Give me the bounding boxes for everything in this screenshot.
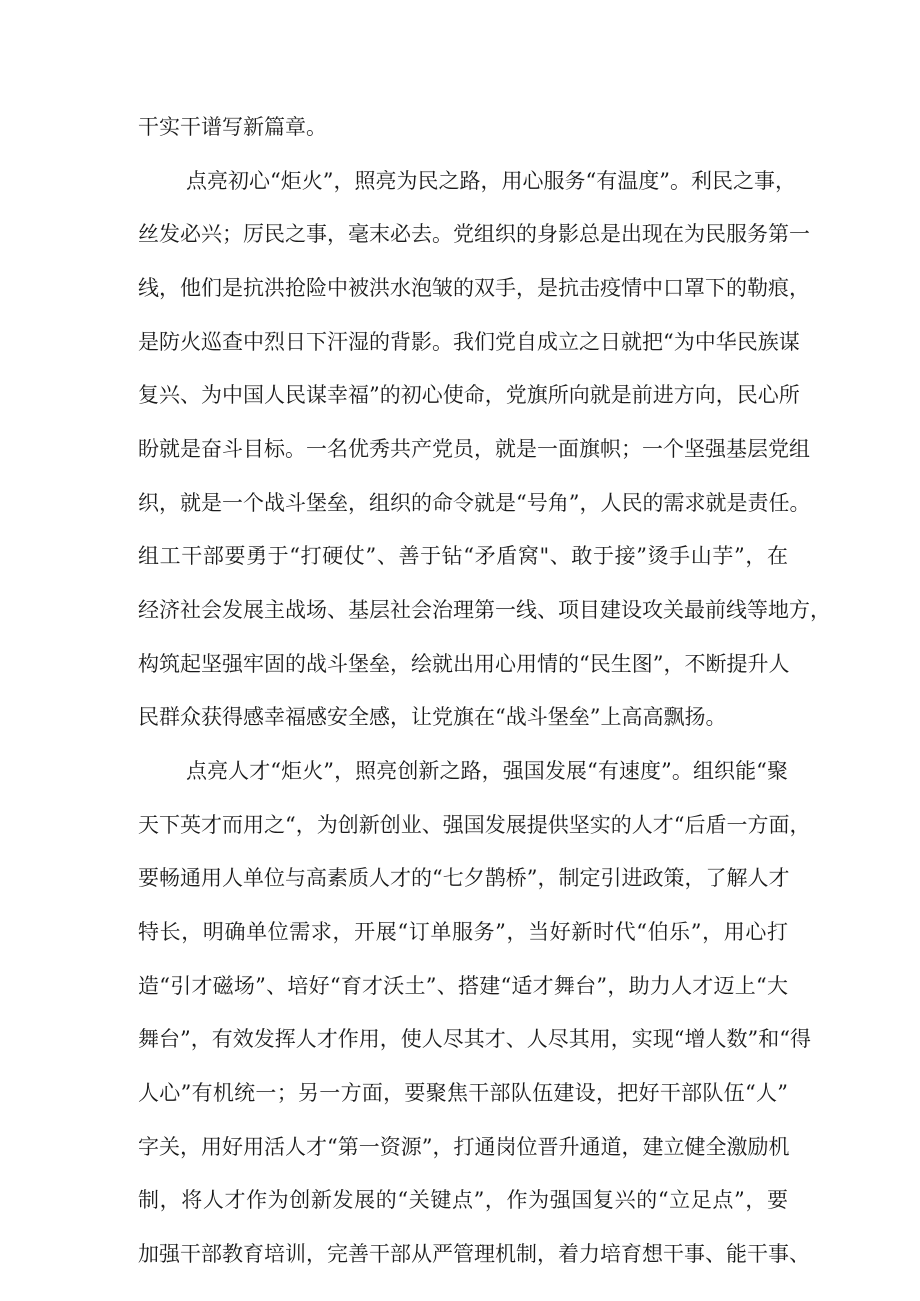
text-line: 人心”有机统一；另一方面，要聚焦干部队伍建设，把好干部队伍“人” xyxy=(138,1081,788,1105)
text-line: 要畅通用人单位与高素质人才的“七夕鹊桥”，制定引进政策，了解人才 xyxy=(138,866,790,890)
text-line: 经济社会发展主战场、基层社会治理第一线、项目建设攻关最前线等地方， xyxy=(138,598,831,622)
text-line: 盼就是奋斗目标。一名优秀共产党员，就是一面旗帜；一个坚强基层党组 xyxy=(138,437,810,461)
text-line: 制，将人才作为创新发展的“关键点”，作为强国复兴的“立足点”，要 xyxy=(138,1188,788,1212)
text-line: 字关，用好用活人才“第一资源”，打通岗位晋升通道，建立健全激励机 xyxy=(138,1135,790,1159)
text-line: 造“引才磁场”、培好“育才沃土”、搭建“适才舞台”，助力人才迈上“大 xyxy=(138,974,788,998)
text-line: 是防火巡查中烈日下汗湿的背影。我们党自成立之日就把“为中华民族谋 xyxy=(138,330,800,354)
text-line: 组工干部要勇于“打硬仗”、善于钻“矛盾窝"、敢于接”烫手山芋”，在 xyxy=(138,544,788,568)
text-line: 特长，明确单位需求，开展“订单服务”，当好新时代“伯乐”，用心打 xyxy=(138,920,788,944)
text-line: 构筑起坚强牢固的战斗堡垒，绘就出用心用情的“民生图”，不断提升人 xyxy=(138,652,790,676)
text-line: 织，就是一个战斗堡垒，组织的命令就是“号角”，人民的需求就是责任。 xyxy=(138,491,811,515)
text-line: 线，他们是抗洪抢险中被洪水泡皱的双手，是抗击疫情中口罩下的勒痕， xyxy=(138,276,810,300)
text-line: 干实干谱写新篇章。 xyxy=(138,115,327,139)
text-line: 舞台”，有效发挥人才作用，使人尽其才、人尽其用，实现“增人数”和“得 xyxy=(138,1027,811,1051)
text-line: 点亮初心“炬火”，照亮为民之路，用心服务“有温度”。利民之事， xyxy=(186,169,796,193)
text-line: 加强干部教育培训，完善干部从严管理机制，着力培育想干事、能干事、 xyxy=(138,1242,810,1266)
text-line: 民群众获得感幸福感安全感，让党旗在“战斗堡垒”上高高飘扬。 xyxy=(138,705,727,729)
text-line: 点亮人才“炬火”，照亮创新之路，强国发展“有速度”。组织能“聚 xyxy=(186,759,788,783)
text-line: 天下英才而用之“，为创新创业、强国发展提供坚实的人才“后盾一方面， xyxy=(138,813,811,837)
text-line: 复兴、为中国人民谋幸福”的初心使命，党旗所向就是前进方向，民心所 xyxy=(138,383,800,407)
text-line: 丝发必兴；厉民之事，毫末必去。党组织的身影总是出现在为民服务第一 xyxy=(138,222,810,246)
